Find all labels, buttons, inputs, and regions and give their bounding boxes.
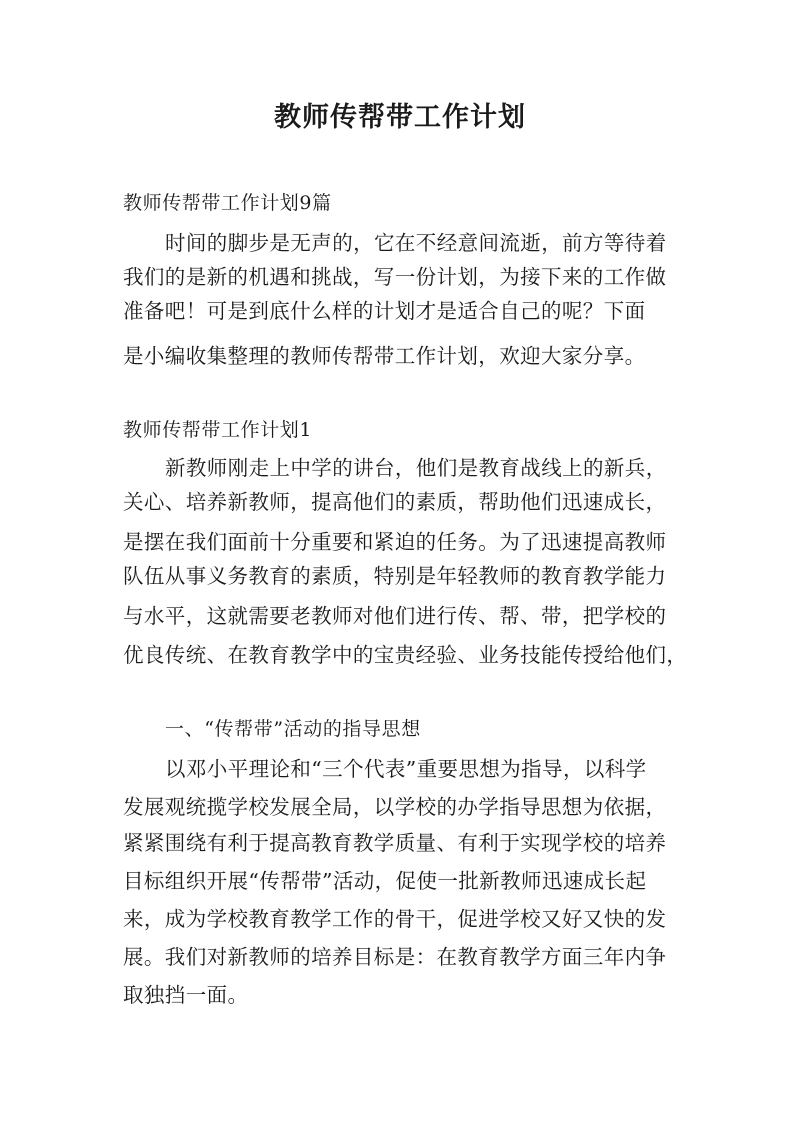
body-line: 是摆在我们面前十分重要和紧迫的任务。为了迅速提高教师 (123, 530, 667, 554)
body-line: 以邓小平理论和“三个代表”重要思想为指导，以科学 (165, 757, 647, 781)
intro-heading: 教师传帮带工作计划9篇 (123, 192, 332, 214)
body-line: 展。我们对新教师的培养目标是：在教育教学方面三年内争 (123, 945, 667, 969)
subsection-heading: 一、“传帮带”活动的指导思想 (165, 718, 421, 740)
body-line: 与水平，这就需要老教师对他们进行传、帮、带，把学校的 (123, 604, 667, 628)
body-line: 优良传统、在教育教学中的宝贵经验、业务技能传授给他们， (123, 643, 688, 667)
body-line: 关心、培养新教师，提高他们的素质，帮助他们迅速成长， (123, 490, 667, 514)
body-line: 新教师刚走上中学的讲台，他们是教育战线上的新兵， (165, 456, 667, 480)
body-line: 目标组织开展“传帮带”活动，促使一批新教师迅速成长起 (123, 869, 647, 893)
body-line: 取独挡一面。 (123, 983, 249, 1007)
body-line: 紧紧围绕有利于提高教育教学质量、有利于实现学校的培养 (123, 831, 667, 855)
intro-line: 我们的是新的机遇和挑战，写一份计划，为接下来的工作做 (123, 265, 667, 289)
section-heading: 教师传帮带工作计划1 (123, 419, 313, 441)
body-line: 发展观统揽学校发展全局，以学校的办学指导思想为依据， (123, 795, 667, 819)
page-title: 教师传帮带工作计划 (274, 102, 526, 133)
intro-line: 准备吧！可是到底什么样的计划才是适合自己的呢？下面 (123, 299, 646, 323)
body-line: 来，成为学校教育教学工作的骨干，促进学校又好又快的发 (123, 907, 667, 931)
intro-line: 时间的脚步是无声的，它在不经意间流逝，前方等待着 (165, 231, 667, 255)
body-line: 队伍从事义务教育的素质，特别是年轻教师的教育教学能力 (123, 564, 667, 588)
intro-line: 是小编收集整理的教师传帮带工作计划，欢迎大家分享。 (123, 344, 646, 368)
